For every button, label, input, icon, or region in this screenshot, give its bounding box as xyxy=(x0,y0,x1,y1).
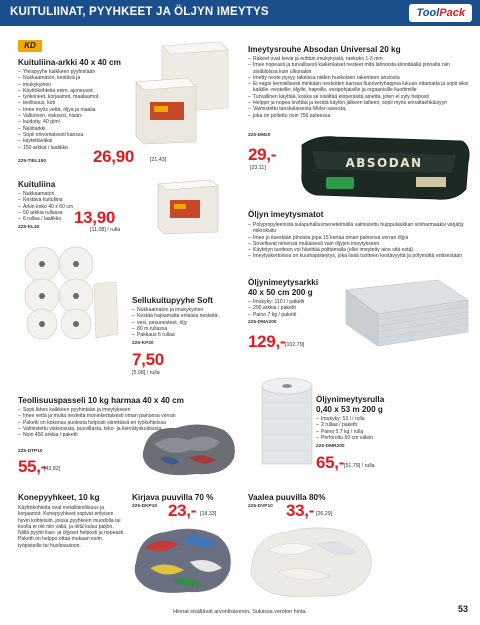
product-code: 225-TIEL150 xyxy=(18,159,46,164)
price: 129,- xyxy=(248,332,286,351)
price: 33,- xyxy=(286,501,315,520)
feature-item: – 2 rullaa / paketti xyxy=(316,422,436,428)
feature-item: – Imee jo itsestään pinoista jopa 15 kertaa oman painonsa verran öljyä xyxy=(248,235,470,241)
feature-item: – Imee vettä ja muita nesteitä moninkertaisesti oman painonsa verran xyxy=(18,413,228,419)
feature-item: – Valmistettu tanskalaisesta Moler-savesta, xyxy=(248,106,470,112)
konepyyhkeet-title: Konepyyhkeet, 10 kg xyxy=(18,493,100,502)
feature-item: – Valkoinen, viskoosi, nisän- xyxy=(18,113,133,119)
price: 65,- xyxy=(316,453,345,472)
feature-item: – 200 arkkia / paketti xyxy=(248,305,333,311)
colorful-cotton-rags-image xyxy=(132,522,236,598)
product-code: 225-KL40 xyxy=(18,225,40,230)
feature-item: – työkoneet, korjaamot, maalaamot, xyxy=(18,94,133,100)
product-code: 225-DKP10 xyxy=(132,504,158,509)
feature-item: – Paino 7 kg / paketti xyxy=(248,312,333,318)
imeytysarkki-title-line2: 40 x 50 cm 200 g xyxy=(248,288,313,297)
feature-item: – Kestää hajoamatta erilaisia nesteitä: xyxy=(132,313,242,319)
feature-item: – Sopii erinomaisesti kanssa xyxy=(18,132,133,138)
price-excl-vat: [11,08] / rulla xyxy=(90,227,121,233)
feature-item: – Turvallinen käyttää, koska se sisältää eloperäistä ainetta, joten ei syty helposti xyxy=(248,94,470,100)
imeytysrulla-title xyxy=(316,395,384,415)
feature-item: – Ei eagoi kemiallisesti minkään nesteiden kanssa fluorivetyhappoa lukuun ottamatta ja sopii siksi kaikille -nesteille: öljylle, hapoille, vesipohjaisille ja orgaanisille liuottimille xyxy=(248,81,470,94)
footer-note: Hinnat sisältävät arvonlisäveron. Suluissa veroton hinta. xyxy=(173,609,307,615)
feature-item: – 150 arkkia / laatikko xyxy=(18,145,133,151)
feature-item: – vesi, pesunesteet, öljy xyxy=(132,320,242,326)
teollisuuspasseli-title: Teollisuuspasseli 10 kg harmaa 40 x 40 cm xyxy=(18,396,184,405)
kuituliina-box-image xyxy=(128,178,232,298)
kuituliina-arkki-title: Kuituliina-arkki 40 x 40 cm xyxy=(18,58,121,67)
price-excl-vat: [43,82] xyxy=(44,466,61,472)
product-code: 225-KP20 xyxy=(132,341,154,346)
feature-item: – Noin 450 arkkia / paketti xyxy=(18,432,228,438)
price-excl-vat: [5,98] / rulla xyxy=(132,370,160,376)
white-cotton-rags-image xyxy=(248,520,378,600)
product-code: 225-DM20 xyxy=(248,133,271,138)
kuituliina-title: Kuituliina xyxy=(18,180,56,189)
imeytysrouhe-features xyxy=(248,56,470,119)
feature-item: – kuidutty, 40 g/m² xyxy=(18,119,133,125)
price: 23,- xyxy=(168,501,197,520)
kirjava-title: Kirjava puuvilla 70 % xyxy=(132,493,214,502)
feature-item: – Neliöarkki xyxy=(18,126,133,132)
price: 26,90 xyxy=(93,147,135,166)
feature-item: – Polypropyleenistä sulapuhallusmenetelmällä valmistettu huippulaukkan siniharmaaksi värjätty mikrokuitu xyxy=(248,222,470,235)
feature-item: – Käytetyn tuotteen voi hävittää polttamalla (ellei imeytetty aine sitä estä) xyxy=(248,247,470,253)
bag-label: ABSODAN xyxy=(345,156,423,170)
product-code: 225-DTP10 xyxy=(18,449,43,454)
price: 13,90 xyxy=(74,208,116,227)
paper-rolls-image xyxy=(20,244,120,340)
feature-item: – Imee nopeasti ja turvallisesti kaikenlaiset nesteet mitä lahnoista kiinnitäällä pinnalta niin sisätiloissa kuin ulkonakin xyxy=(248,62,470,75)
feature-item: – Paino 5,7 kg / rulla xyxy=(316,429,436,435)
page-title: KUITULIINAT, PYYHKEET JA ÖLJYN IMEYTYS xyxy=(10,6,269,18)
price: 29,- xyxy=(248,145,277,164)
feature-item: – Imee myös vettä, öljyä ja maalia xyxy=(18,107,133,113)
imeytysrouhe-title: Imeytysrouhe Absodan Universal 20 kg xyxy=(248,45,401,54)
imeytysarkki-title xyxy=(248,278,318,298)
sellukuitupyyhe-title: Sellukuitupyyhe Soft xyxy=(132,296,213,305)
page-header xyxy=(0,0,480,26)
kd-brand-badge: KD xyxy=(18,40,42,52)
konepyyhkeet-description: Käyttökohteita ovat metalliteollisuus ja korjaamot. Konepyyhkeet sopivat erityisen hyvin kohteisiin, joissa pyyhkeen muodolla tai koolla ei ole niin väliä, ja niitä kuluu paljon. Niillä pyyhit liian- ja öljyiset helposti ja nopeasti. Paketti on helppo ottaa mukaan esim. työpisteille tai huoltoautoon. xyxy=(18,505,125,549)
feature-item: – 6 rullaa / laatikko xyxy=(18,216,88,222)
imeytysarkki-title-line1: Öljynimeytysarkki xyxy=(248,278,319,287)
feature-item: – joka on poltettu noin 750 asteessa xyxy=(248,113,470,119)
feature-item: – Imetty neste pysyy rakeissa niiden huokoisen rakenteen ansiosta xyxy=(248,75,470,81)
price: 7,50 xyxy=(132,350,164,369)
kuituliina-arkki-box-image xyxy=(132,38,232,146)
feature-item: – Kestävä kuituliina xyxy=(18,197,88,203)
product-code: 225-DVP10 xyxy=(248,504,273,509)
feature-item: – Yleispyyhe kaikkeen pyyhintään xyxy=(18,69,133,75)
feature-item: – Imeytyskertoisoa on kuumapisteytys, joka lisää tuotteen kestävyyttä ja pölymättä entisestään xyxy=(248,253,470,259)
price-excl-vat: [26,29] xyxy=(316,511,333,517)
price-excl-vat: [23,11] xyxy=(250,165,266,171)
feature-item: – Käyttökohteita esim. ajoneuvot, xyxy=(18,88,133,94)
feature-item: – Arkin koko 40 x 60 cm xyxy=(18,204,88,210)
feature-item: – imukykyinen xyxy=(18,82,133,88)
feature-item: – Sopii lähes kaikkeen pyyhintään ja imeytykseen xyxy=(18,407,228,413)
sellukuitupyyhe-features xyxy=(132,307,242,338)
feature-item: – Nukkaamaton ja imukykyinen xyxy=(132,307,242,313)
feature-item: – 80 m rullassa xyxy=(132,326,242,332)
feature-item: – Nukkaamaton xyxy=(18,191,88,197)
vaalea-title: Vaalea puuvilla 80% xyxy=(248,493,326,502)
feature-item: – Valmistettu viskoosista, puuvillasta, teko- ja kierrätyskuiduista xyxy=(18,426,228,432)
imeytysrulla-title-line2: 0,40 x 53 m 200 g xyxy=(316,405,383,414)
feature-item: – Imukyky: 53 l / rulla xyxy=(316,416,436,422)
imeytysrulla-title-line1: Öljynimeytysrulla xyxy=(316,395,385,404)
grey-rags-image xyxy=(140,418,240,478)
feature-item: – Imukyky: 110 l / paketti xyxy=(248,299,333,305)
price-excl-vat: [102,79] xyxy=(285,342,305,348)
feature-item: – Nukkaamaton, kestävä ja xyxy=(18,75,133,81)
imeytysmatot-title: Öljyn imeytysmatot xyxy=(248,210,324,219)
brand-logo-part2: Pack xyxy=(439,7,465,19)
absorbent-sheets-image xyxy=(338,270,474,352)
feature-item: – Perforoitu 50 cm välein xyxy=(316,435,436,441)
absodan-bag-image xyxy=(296,133,474,203)
imeytysrulla-features xyxy=(316,416,436,441)
imeytysarkki-features xyxy=(248,299,333,318)
price-excl-vat: [51,79] / rulla xyxy=(344,463,375,469)
feature-item: – 50 arkkia rullassa xyxy=(18,210,88,216)
price-excl-vat: [18,33] xyxy=(200,511,217,517)
feature-item: – Helppo ja nopea levittää ja kerätä käytön jälkeen talteen; sopii myös ennaltaehkäisyyn xyxy=(248,100,470,106)
feature-item: – Pakkaus 6 rullaa xyxy=(132,332,242,338)
brand-logo-part1: Tool xyxy=(416,7,440,19)
feature-item: – Rakeet ovat kovia ja erittäin imukykyisiä, raekoko 1-3 mm xyxy=(248,56,470,62)
product-code: 225-DMA200 xyxy=(248,320,277,325)
feature-item: – Soveltuvat nimensä mukaisesti vain öljyjen imeytykseen xyxy=(248,241,470,247)
feature-item: – Paketti on kokonsa puolesta helposti siirrettävä eri työkohteissa xyxy=(18,420,228,426)
product-code: 225-DMR200 xyxy=(316,444,345,449)
feature-item: – teollisuus, koti xyxy=(18,100,133,106)
imeytysmatot-features xyxy=(248,222,470,260)
feature-item: – käytettäväksi xyxy=(18,138,133,144)
brand-logo xyxy=(409,4,472,22)
price: 55,- xyxy=(18,457,47,476)
page-number: 53 xyxy=(457,604,468,614)
kuituliina-arkki-features xyxy=(18,69,133,151)
price-excl-vat: [21,43] xyxy=(150,157,167,163)
